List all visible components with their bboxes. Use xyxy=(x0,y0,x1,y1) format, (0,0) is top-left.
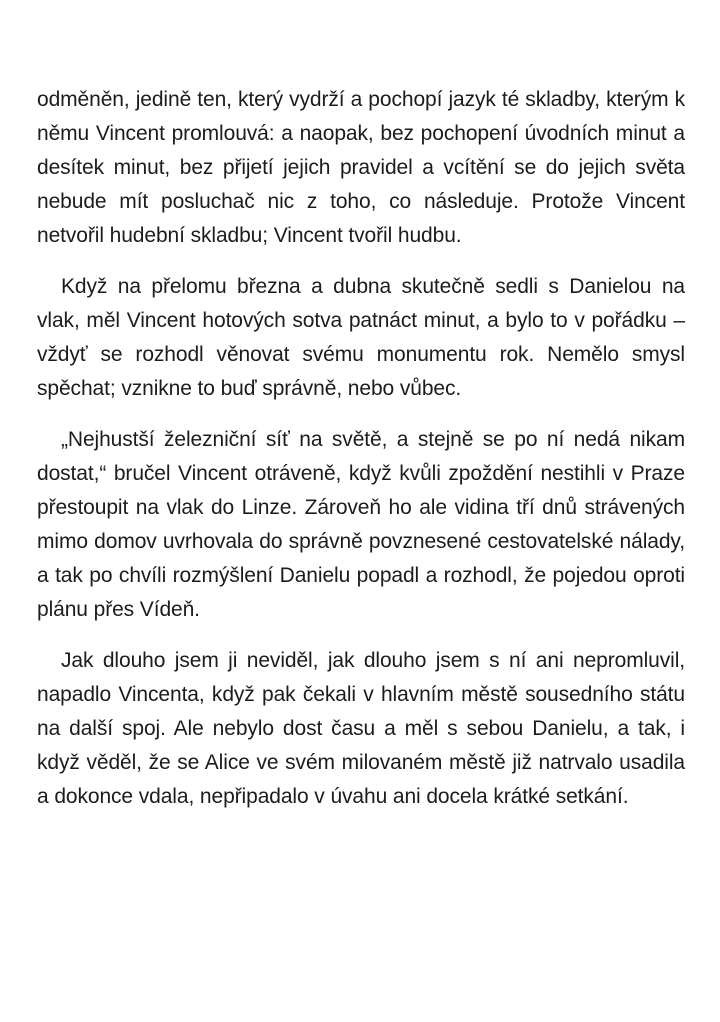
book-page xyxy=(37,83,685,831)
paragraph-2: Když na přelomu března a dubna skutečně sedli s Danielou na vlak, měl Vincent hotových sotva patnáct minut, a bylo to v pořádku – vždyť se rozhodl věnovat svému monumentu rok. Nemělo smysl spěchat; vznikne to buď správně, nebo vůbec. xyxy=(37,275,685,400)
paragraph-1: odměněn, jedině ten, který vydrží a pochopí jazyk té skladby, kterým k němu Vincent promlouvá: a naopak, bez pochopení úvodních minut a desítek minut, bez přijetí jejich pravidel a vcítění se do jejich světa nebude mít posluchač nic z toho, co následuje. Protože Vincent netvořil hudební skladbu; Vincent tvořil hudbu. xyxy=(37,88,685,247)
paragraph-4: Jak dlouho jsem ji neviděl, jak dlouho jsem s ní ani nepromluvil, napadlo Vincenta, když pak čekali v hlavním městě sousedního státu na další spoj. Ale nebylo dost času a měl s sebou Danielu, a tak, i když věděl, že se Alice ve svém milovaném městě již natrvalo usadila a dokonce vdala, nepřipadalo v úvahu ani docela krátké setkání. xyxy=(37,649,685,808)
paragraph-3: „Nejhustší železniční síť na světě, a stejně se po ní nedá nikam dostat,“ bručel Vincent otráveně, když kvůli zpoždění nestihli v Praze přestoupit na vlak do Linze. Zároveň ho ale vidina tří dnů strávených mimo domov uvrhovala do správně povznesené cestovatelské nálady, a tak po chvíli rozmýšlení Danielu popadl a rozhodl, že pojedou oproti plánu přes Vídeň. xyxy=(37,428,685,621)
